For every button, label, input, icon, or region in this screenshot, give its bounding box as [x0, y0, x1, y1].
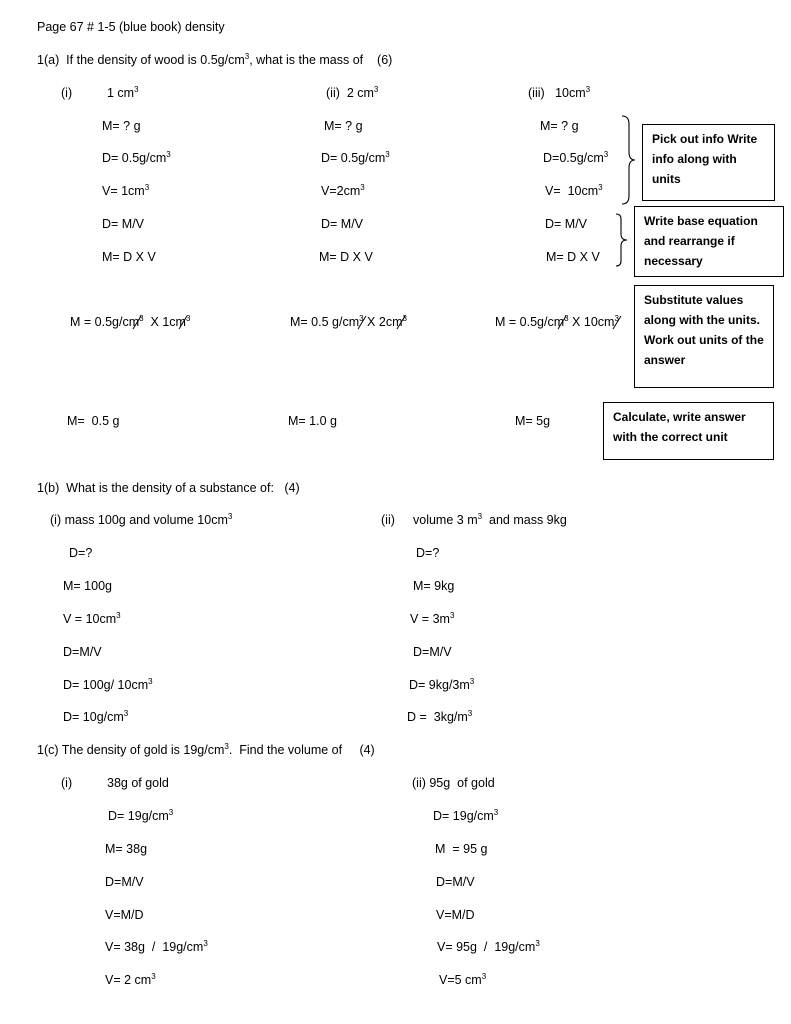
part-iii-substitution: $M = 0.5g/cm^3$ X $10cm^3$ [495, 314, 619, 329]
q1b-ii-line: D=? [416, 546, 440, 560]
part-i-rearranged: M= D X V [102, 250, 156, 264]
part-i-label: (i) [61, 86, 73, 100]
right-brace-icon [620, 114, 638, 206]
cancel-stroke [358, 316, 366, 329]
q1c-i-line: V=M/D [105, 908, 144, 922]
q1b-ii-line: $D= 9kg/3m^3$ [409, 677, 475, 692]
q1c-i-line: V= 2 $cm^3$ [105, 972, 156, 987]
q1b-part-ii-label: (ii) [381, 513, 395, 527]
part-i-answer: M= 0.5 g [67, 414, 120, 428]
part-iii-rearranged: M= D X V [546, 250, 600, 264]
q1c-ii-line: V=5 $cm^3$ [439, 972, 487, 987]
question-1c: 1(c) The density of gold is $19g/cm^3$. Find the volume of (4) [37, 742, 375, 757]
note-box-calculate: Calculate, write answer with the correct unit [603, 402, 774, 460]
q1b-ii-line: $V = 3m^3$ [410, 611, 455, 626]
q1b-i-line: M= 100g [63, 579, 112, 593]
part-i-volume-given: $V= 1cm^3$ [102, 183, 150, 198]
part-ii-density: $D= 0.5g/cm^3$ [321, 150, 390, 165]
note-box-base-equation: Write base equation and rearrange if necessary [634, 206, 784, 277]
cancel-stroke [613, 316, 621, 329]
q1c-part-ii-title: (ii) 95g of gold [412, 776, 495, 790]
part-ii-substitution: M= 0.5 $g/cm^3$ X $2cm^3$ [290, 314, 407, 329]
q1b-ii-line: D=M/V [413, 645, 452, 659]
part-ii-label: (ii) 2 $cm^3$ [326, 85, 379, 100]
question-1a: 1(a) If the density of wood is $0.5g/cm^3$, what is the mass of (6) [37, 52, 393, 67]
q1c-ii-line: V=M/D [436, 908, 475, 922]
part-i-substitution: $M = 0.5g/cm^3$ X $1cm^3$ [70, 314, 191, 329]
q1c-i-line: D=M/V [105, 875, 144, 889]
part-ii-answer: M= 1.0 g [288, 414, 337, 428]
part-i-equation: D= M/V [102, 217, 145, 231]
q1c-ii-line: M = 95 g [435, 842, 488, 856]
page-title: Page 67 # 1-5 (blue book) density [37, 20, 225, 34]
part-iii-equation: D= M/V [545, 217, 588, 231]
part-iii-label: (iii) $10cm^3$ [528, 85, 591, 100]
cancel-stroke [133, 316, 141, 329]
note-box-substitute: Substitute values along with the units. Work out units of the answer [634, 285, 774, 388]
cancel-stroke [397, 316, 405, 329]
part-ii-equation: D= M/V [321, 217, 364, 231]
part-ii-mass-unknown: M= ? g [324, 119, 363, 133]
q1b-i-line: $V = 10cm^3$ [63, 611, 121, 626]
cancel-stroke [179, 316, 187, 329]
part-iii-mass-unknown: M= ? g [540, 119, 579, 133]
cancel-stroke [558, 316, 566, 329]
q1c-i-line: $D= 19g/cm^3$ [108, 808, 174, 823]
part-i-volume: 1 $cm^3$ [107, 85, 139, 100]
q1b-part-ii-title: volume 3 $m^3$ and mass 9kg [413, 512, 567, 527]
q1b-i-line: D=? [69, 546, 93, 560]
part-ii-volume-given: $V=2cm^3$ [321, 183, 365, 198]
q1b-ii-line: M= 9kg [413, 579, 455, 593]
part-ii-rearranged: M= D X V [319, 250, 373, 264]
q1b-ii-line: $D = 3kg/m^3$ [407, 709, 473, 724]
q1c-ii-line: $V= 95g / 19g/cm^3$ [437, 939, 540, 954]
q1c-part-i-label: (i) [61, 776, 73, 790]
q1c-part-i-title: 38g of gold [107, 776, 169, 790]
part-i-density: $D= 0.5g/cm^3$ [102, 150, 171, 165]
q1c-ii-line: $D= 19g/cm^3$ [433, 808, 499, 823]
part-iii-answer: M= 5g [515, 414, 551, 428]
q1c-ii-line: D=M/V [436, 875, 475, 889]
q1c-i-line: $V= 38g / 19g/cm^3$ [105, 939, 208, 954]
part-iii-volume-given: $V= 10cm^3$ [545, 183, 603, 198]
question-1b: 1(b) What is the density of a substance of: (4) [37, 481, 300, 495]
right-brace-icon [614, 212, 630, 268]
q1b-i-line: $D= 10g/cm^3$ [63, 709, 129, 724]
note-box-extract-info: Pick out info Write info along with units [642, 124, 775, 201]
part-i-mass-unknown: M= ? g [102, 119, 141, 133]
part-iii-density: $D=0.5g/cm^3$ [543, 150, 609, 165]
q1b-i-line: D= 100g/ $10cm^3$ [63, 677, 153, 692]
q1c-i-line: M= 38g [105, 842, 148, 856]
q1b-i-line: D=M/V [63, 645, 102, 659]
q1b-part-i-title: (i) mass 100g and volume $10cm^3$ [50, 512, 233, 527]
